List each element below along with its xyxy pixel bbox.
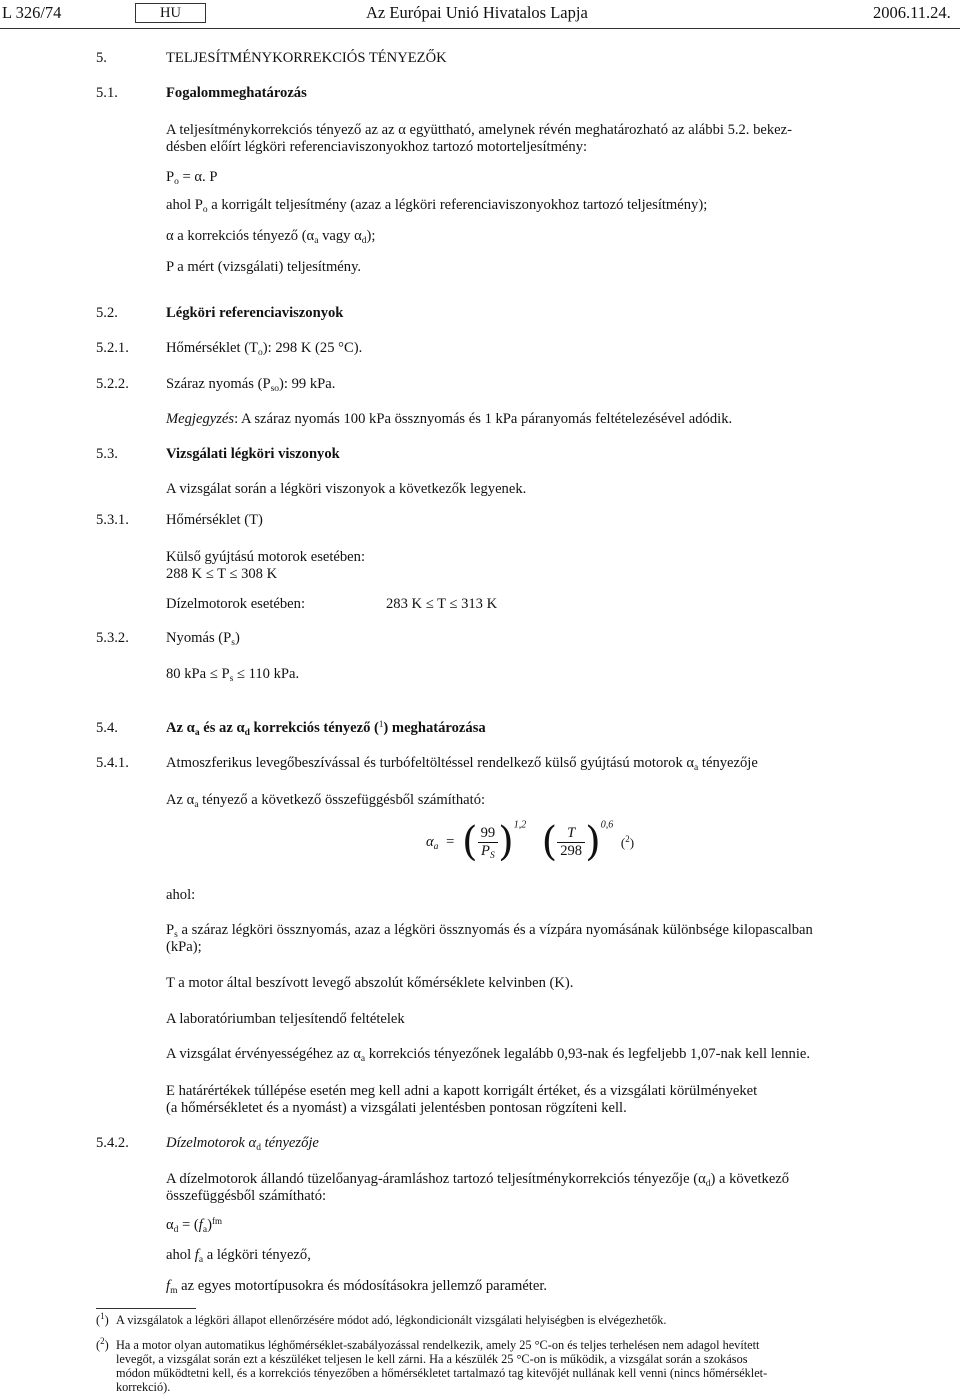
- definition-line: $P_s$ a száraz légköri össznyomás, azaz a légköri össznyomás és a vízpára nyomásának különbsége kilopascalban: [166, 922, 813, 940]
- subsection-title: Atmoszferikus levegőbeszívással és turbófeltöltéssel rendelkező külső gyújtású motorok $\alpha_a$ tényezője: [166, 755, 758, 773]
- body-line: (a hőmérsékletet és a nyomást) a vizsgálati jelentésben pontosan rögzíteni kell.: [166, 1100, 627, 1116]
- section-title: Az $\alpha_a$ és az $\alpha_d$ korrekciós tényező ($^1$) meghatározása: [166, 719, 486, 738]
- section-number: 5.1.: [96, 85, 118, 101]
- section-title: Fogalommeghatározás: [166, 85, 307, 101]
- body-line: ahol:: [166, 887, 196, 903]
- formula-line: $P_o = \alpha$. P: [166, 169, 218, 187]
- definition-line: α a korrekciós tényező ($\alpha_a$ vagy $\alpha_d$);: [166, 228, 376, 246]
- section-number: 5.2.2.: [96, 376, 129, 392]
- footnote-text: A vizsgálatok a légköri állapot ellenőrzésére módot adó, légkondicionált vizsgálati helyiségben is elvégezhetők.: [116, 1313, 667, 1327]
- section-number: 5.2.: [96, 305, 118, 321]
- journal-title: Az Európai Unió Hivatalos Lapja: [366, 3, 588, 22]
- footnote-ref: 1: [378, 719, 384, 729]
- body-line: A laboratóriumban teljesítendő feltételek: [166, 1011, 405, 1027]
- footnote-text: Ha a motor olyan automatikus léghőmérséklet-szabályozással rendelkezik, amely 25 °C-on és teljes terhelésen nem adagol hevített: [116, 1338, 760, 1352]
- section-number: 5.4.1.: [96, 755, 129, 771]
- body-line: Dízelmotorok esetében:: [166, 596, 305, 612]
- body-line: 288 K ≤ T ≤ 308 K: [166, 566, 278, 582]
- footnote-marker: ($^1$): [96, 1311, 109, 1327]
- footnote-text: levegőt, a vizsgálat során ezt a készüléket teljesen le kell zárni. Ha a készülék 25 °C-on is működik, a vizsgálat során a szokásos: [116, 1352, 748, 1366]
- body-line: 80 kPa ≤ $P_s \le 110$ kPa.: [166, 666, 300, 684]
- section-number: 5.3.2.: [96, 630, 129, 646]
- footnote-marker: ($^2$): [96, 1336, 109, 1352]
- body-line: Száraz nyomás $(P_{so})$: 99 kPa.: [166, 376, 336, 394]
- body-line: Hőmérséklet $(T_o)$: 298 K (25 °C).: [166, 340, 363, 358]
- page-reference: L 326/74: [2, 3, 62, 22]
- body-line: désben előírt légköri referenciaviszonyokhoz tartozó motorteljesítmény:: [166, 139, 588, 155]
- definition-line: (kPa);: [166, 939, 202, 955]
- section-title: Vizsgálati légköri viszonyok: [166, 446, 340, 462]
- body-line: A vizsgálat érvényességéhez az $\alpha_a$ korrekciós tényezőnek legalább 0,93-nak és legfeljebb 1,07-nak kell lennie.: [166, 1046, 811, 1064]
- subsection-title: Hőmérséklet (T): [166, 512, 263, 528]
- section-number: 5.3.: [96, 446, 118, 462]
- body-line: összefüggésből számítható:: [166, 1188, 327, 1204]
- definition-line: ahol $f_a$ a légköri tényező,: [166, 1247, 311, 1265]
- section-number: 5.2.1.: [96, 340, 129, 356]
- body-line: Az $\alpha_a$ tényező a következő összefüggésből számítható:: [166, 792, 486, 810]
- subsection-title: Nyomás $(P_s)$: [166, 630, 240, 648]
- definition-line: ahol $P_o$ a korrigált teljesítmény (azaz a légköri referenciaviszonyokhoz tartozó teljesítmény);: [166, 197, 708, 215]
- alpha-a-equation: $\alpha_a$ = ( $\frac{99}{P_S}$ )$^{1,2}$ ( $\frac{T}{298}$ )$^{0,6}$ ($^2$): [426, 819, 635, 865]
- definition-line: $f_m$ az egyes motortípusokra és módosításokra jellemző paraméter.: [166, 1278, 548, 1296]
- definition-line: T a motor által beszívott levegő abszolút kőmérséklete kelvinben (K).: [166, 975, 574, 991]
- body-line: Külső gyújtású motorok esetében:: [166, 549, 366, 565]
- language-code: HU: [135, 3, 206, 23]
- body-line: A vizsgálat során a légköri viszonyok a következők legyenek.: [166, 481, 527, 497]
- header-rule: [0, 28, 960, 29]
- note-line: Megjegyzés: A száraz nyomás 100 kPa össznyomás és 1 kPa páranyomás feltételezésével adódik.: [166, 411, 733, 427]
- body-line: A teljesítménykorrekciós tényező az az α együttható, amelynek révén meghatározható az alábbi 5.2. bekez-: [166, 122, 792, 138]
- body-value: 283 K ≤ T ≤ 313 K: [386, 596, 498, 612]
- section-number: 5.: [96, 50, 107, 66]
- publication-date: 2006.11.24.: [873, 3, 951, 22]
- body-line: A dízelmotorok állandó tüzelőanyag-áramláshoz tartozó teljesítménykorrekciós tényezője $(\alpha_d)$ a következő: [166, 1171, 790, 1189]
- footnote-text: korrekció).: [116, 1380, 171, 1394]
- formula-line: $\alpha_d = (f_a)^{fm}$: [166, 1216, 222, 1235]
- definition-line: P a mért (vizsgálati) teljesítmény.: [166, 259, 362, 275]
- section-title: TELJESÍTMÉNYKORREKCIÓS TÉNYEZŐK: [166, 50, 447, 66]
- footnote-rule: [96, 1308, 196, 1309]
- section-number: 5.4.: [96, 720, 118, 736]
- footnote-text: módon működtetni kell, és a korrekciós tényezőben a hőmérsékletet tartalmazó tag kitevőjét nullának kell venni (nincs hőmérséklet-: [116, 1366, 768, 1380]
- section-number: 5.4.2.: [96, 1135, 129, 1151]
- body-line: E határértékek túllépése esetén meg kell adni a kapott korrigált értéket, és a vizsgálati körülményeket: [166, 1083, 758, 1099]
- section-number: 5.3.1.: [96, 512, 129, 528]
- subsection-title: Dízelmotorok $\alpha_d$ tényezője: [166, 1135, 319, 1153]
- section-title: Légköri referenciaviszonyok: [166, 305, 344, 321]
